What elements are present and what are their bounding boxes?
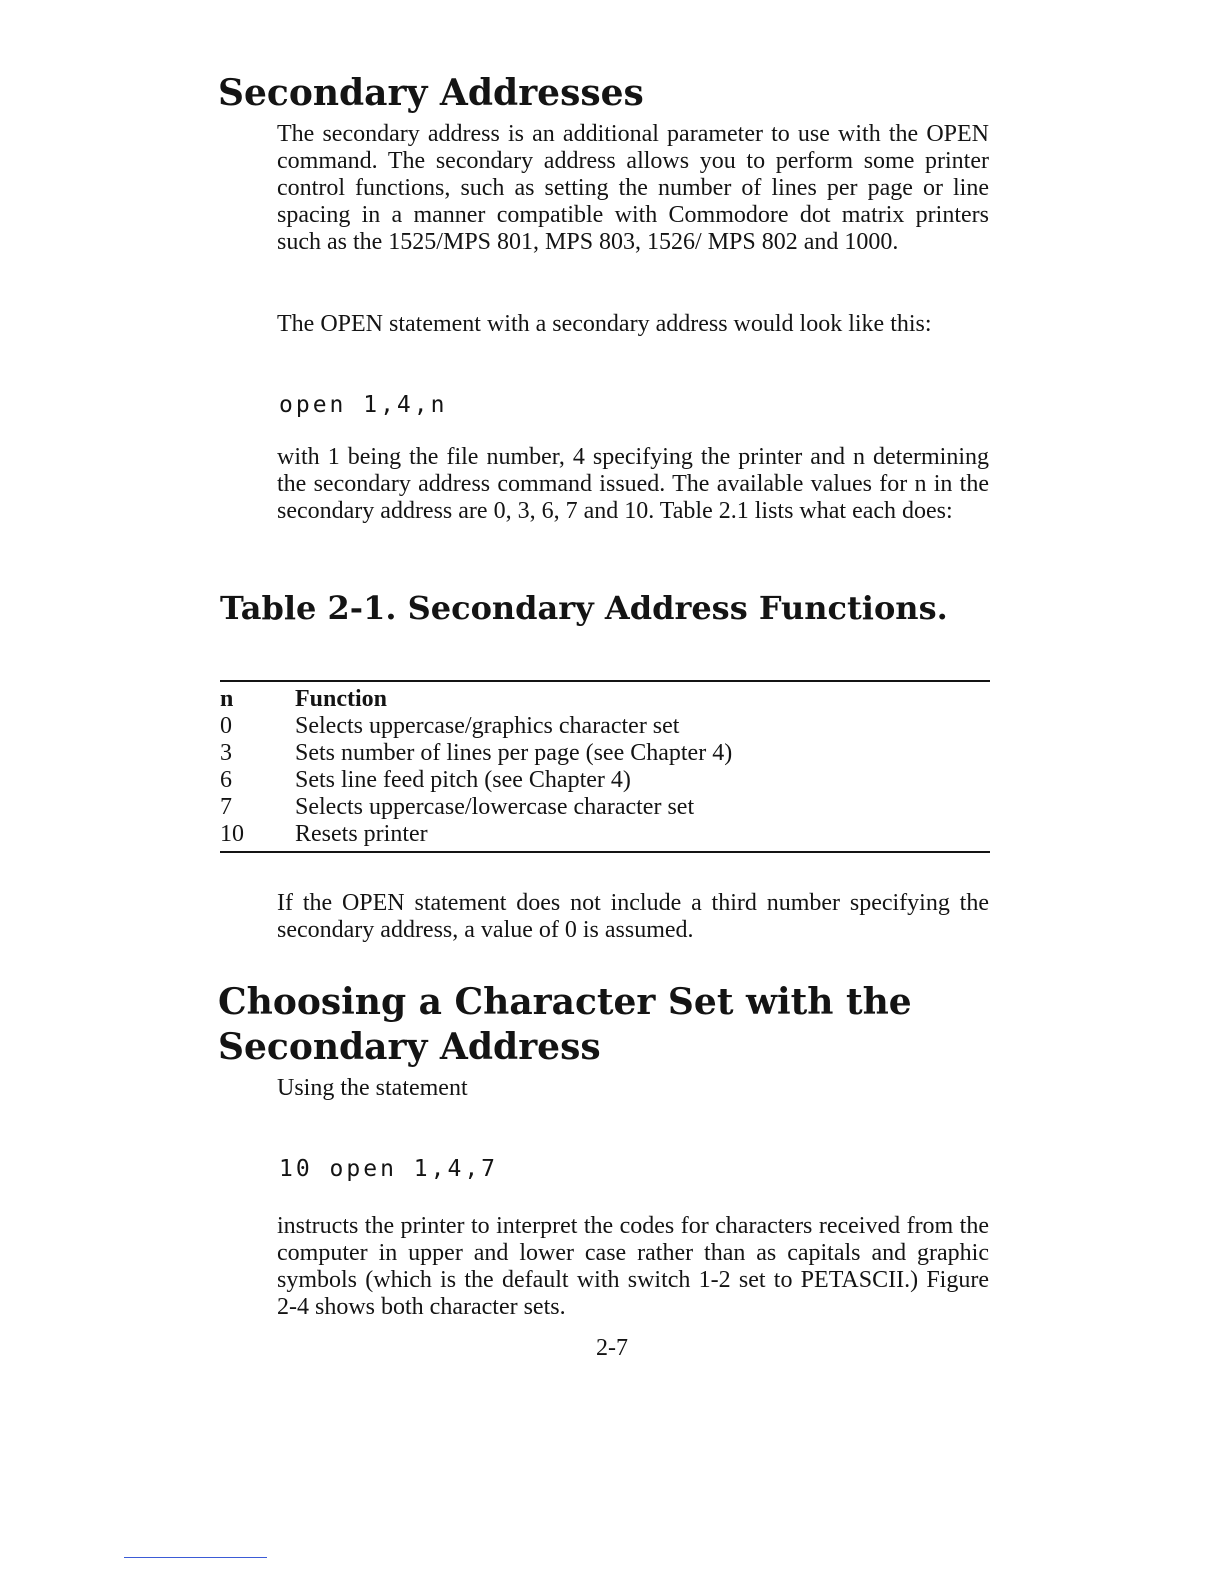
table-row	[220, 794, 920, 821]
open-statement-paragraph: The OPEN statement with a secondary address would look like this:	[277, 311, 932, 337]
charset-explanation-paragraph: instructs the printer to interpret the codes for characters received from the computer in upper and lower case rather than as capitals and graphic symbols (which is the default with switch 1-2 set to PETASCII.) Figure 2-4 shows both character sets.	[277, 1213, 989, 1320]
table-row	[220, 740, 920, 767]
margin-mark	[124, 1557, 267, 1558]
code-open-example: open 1,4,n	[279, 392, 448, 418]
row-n-value: 6	[220, 767, 232, 793]
code-open-charset-example: 10 open 1,4,7	[279, 1156, 499, 1182]
row-function-text: Resets printer	[295, 821, 428, 847]
column-header-function: Function	[295, 686, 388, 712]
row-function-text: Sets number of lines per page (see Chapter 4)	[295, 740, 733, 766]
section-title-character-set-line2: Secondary Address	[218, 1026, 601, 1068]
table-top-rule	[220, 680, 990, 682]
default-value-note: If the OPEN statement does not include a third number specifying the secondary address, a value of 0 is assumed.	[277, 890, 989, 943]
section-title-secondary-addresses: Secondary Addresses	[218, 72, 644, 114]
table-row	[220, 713, 920, 740]
table-bottom-rule	[220, 851, 990, 853]
table-row	[220, 821, 920, 848]
column-header-n: n	[220, 686, 234, 712]
section-title-character-set-line1: Choosing a Character Set with the	[218, 981, 912, 1023]
row-n-value: 0	[220, 713, 232, 739]
row-function-text: Sets line feed pitch (see Chapter 4)	[295, 767, 631, 793]
intro-paragraph: The secondary address is an additional parameter to use with the OPEN command. The secondary address allows you to perform some printer control functions, such as setting the number of lines per page or line spacing in a manner compatible with Commodore dot matrix printers such as the 1525/MPS 801, MPS 803, 1526/ MPS 802 and 1000.	[277, 121, 989, 255]
table-header-row	[220, 686, 920, 713]
row-function-text: Selects uppercase/graphics character set	[295, 713, 680, 739]
table-row	[220, 767, 920, 794]
page-number: 2-7	[596, 1335, 628, 1361]
parameter-explanation-paragraph: with 1 being the file number, 4 specifying the printer and n determining the secondary address command issued. The available values for n in the secondary address are 0, 3, 6, 7 and 10. Table 2.1 lists what each does:	[277, 444, 989, 524]
row-n-value: 3	[220, 740, 232, 766]
using-statement-text: Using the statement	[277, 1075, 468, 1101]
row-n-value: 7	[220, 794, 232, 820]
row-function-text: Selects uppercase/lowercase character set	[295, 794, 695, 820]
table-title: Table 2-1. Secondary Address Functions.	[220, 589, 948, 627]
secondary-address-functions-table	[220, 686, 920, 848]
row-n-value: 10	[220, 821, 244, 847]
